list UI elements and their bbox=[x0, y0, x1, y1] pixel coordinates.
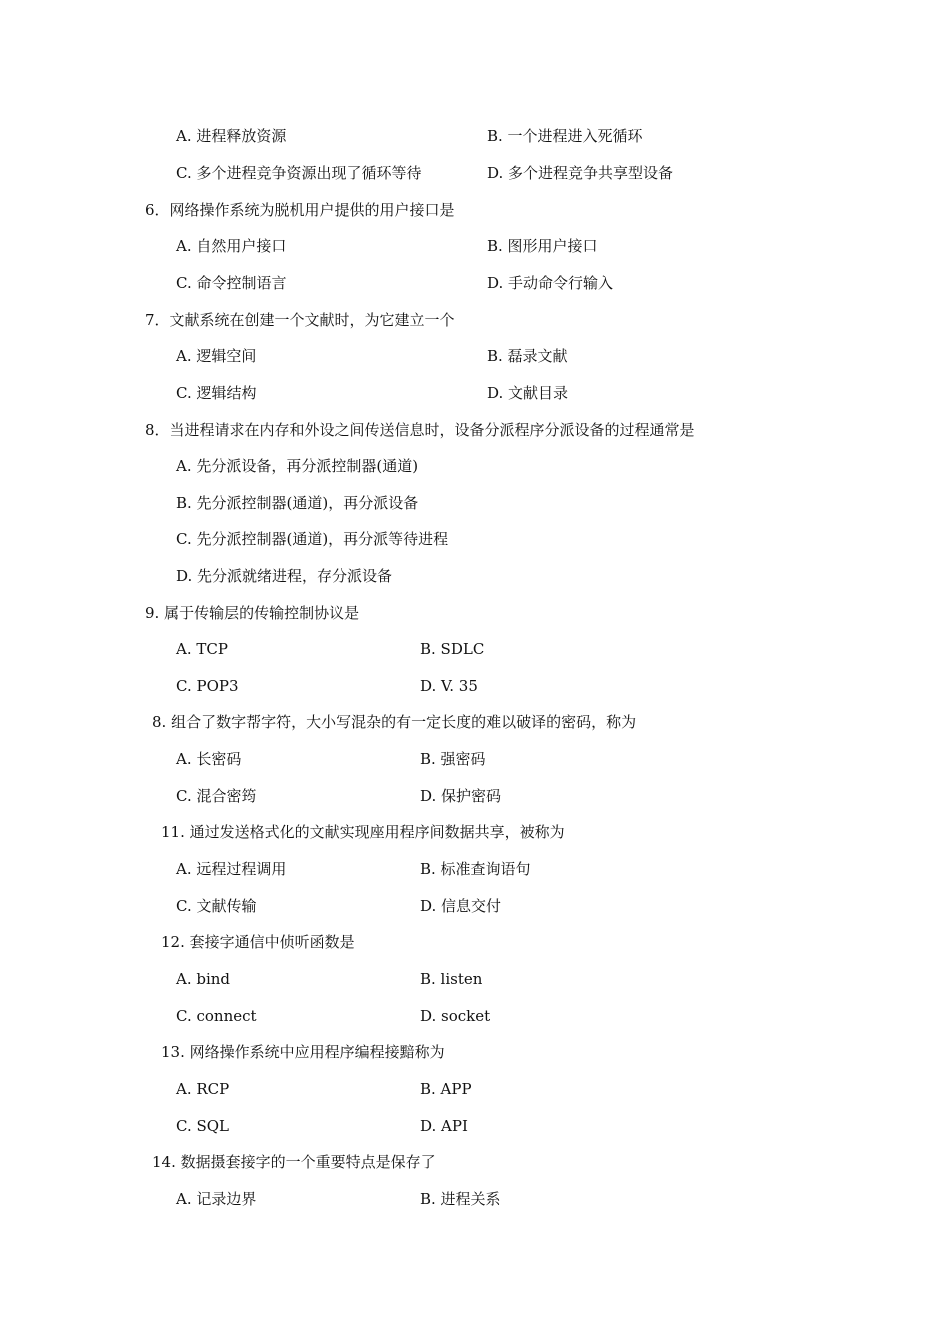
q5-option-b: B. 一个进程进入死循环 bbox=[487, 127, 643, 145]
q7-option-c: C. 逻辑结构 bbox=[176, 384, 257, 402]
q5-option-c: C. 多个进程竞争资源出现了循环等待 bbox=[176, 164, 422, 182]
q6-option-b: B. 图形用户接口 bbox=[487, 237, 598, 255]
q5-option-a: A. 进程释放资源 bbox=[176, 127, 287, 145]
q9-option-c: C. POP3 bbox=[176, 677, 239, 695]
q12-option-a: A. bind bbox=[176, 970, 231, 988]
q14-stem: 14. 数据摄套接字的一个重要特点是保存了 bbox=[152, 1153, 436, 1171]
q12-option-b: B. listen bbox=[420, 970, 483, 988]
q7-option-a: A. 逻辑空间 bbox=[176, 347, 257, 365]
q8-option-c: C. 先分派控制器(通道)，再分派等待进程 bbox=[176, 530, 449, 548]
q8-option-d: D. 先分派就绪进程，存分派设备 bbox=[176, 567, 393, 585]
q11-stem: 11. 通过发送格式化的文献实现座用程序间数据共享，被称为 bbox=[161, 823, 565, 841]
q12-option-c: C. connect bbox=[176, 1007, 257, 1025]
q8-option-a: A. 先分派设备，再分派控制器(通道) bbox=[176, 457, 419, 475]
q11-option-b: B. 标准查询语句 bbox=[420, 860, 531, 878]
q11-option-a: A. 远程过程调用 bbox=[176, 860, 287, 878]
q7-option-b: B. 磊录文献 bbox=[487, 347, 568, 365]
q10-stem: 8. 组合了数字帮字符，大小写混杂的有一定长度的难以破译的密码，称为 bbox=[152, 713, 637, 731]
q10-option-b: B. 强密码 bbox=[420, 750, 486, 768]
q9-option-a: A. TCP bbox=[176, 640, 228, 658]
q7-option-d: D. 文献目录 bbox=[487, 384, 569, 402]
q14-option-b: B. 进程关系 bbox=[420, 1190, 501, 1208]
q13-option-a: A. RCP bbox=[176, 1080, 230, 1098]
q10-option-c: C. 混合密筠 bbox=[176, 787, 257, 805]
q6-stem: 6．网络操作系统为脱机用户提供的用户接口是 bbox=[145, 201, 455, 219]
q13-option-c: C. SQL bbox=[176, 1117, 230, 1135]
q6-option-d: D. 手动命令行输入 bbox=[487, 274, 614, 292]
q9-option-d: D. V. 35 bbox=[420, 677, 478, 695]
q8-stem: 8．当进程请求在内存和外设之间传送信息时，设备分派程序分派设备的过程通常是 bbox=[145, 421, 695, 439]
q12-option-d: D. socket bbox=[420, 1007, 491, 1025]
q8-option-b: B. 先分派控制器(通道)，再分派设备 bbox=[176, 494, 419, 512]
q13-option-b: B. APP bbox=[420, 1080, 472, 1098]
q14-option-a: A. 记录边界 bbox=[176, 1190, 257, 1208]
q11-option-d: D. 信息交付 bbox=[420, 897, 502, 915]
q6-option-c: C. 命令控制语言 bbox=[176, 274, 287, 292]
q12-stem: 12. 套接字通信中侦听函数是 bbox=[161, 933, 355, 951]
q11-option-c: C. 文献传输 bbox=[176, 897, 257, 915]
q13-option-d: D. API bbox=[420, 1117, 468, 1135]
q10-option-a: A. 长密码 bbox=[176, 750, 242, 768]
q9-stem: 9. 属于传输层的传输控制协议是 bbox=[145, 604, 360, 622]
q7-stem: 7．文献系统在创建一个文献时，为它建立一个 bbox=[145, 311, 455, 329]
q5-option-d: D. 多个进程竞争共享型设备 bbox=[487, 164, 674, 182]
q9-option-b: B. SDLC bbox=[420, 640, 485, 658]
q10-option-d: D. 保护密码 bbox=[420, 787, 502, 805]
q13-stem: 13. 网络操作系统中应用程序编程接黯称为 bbox=[161, 1043, 445, 1061]
q6-option-a: A. 自然用户接口 bbox=[176, 237, 287, 255]
